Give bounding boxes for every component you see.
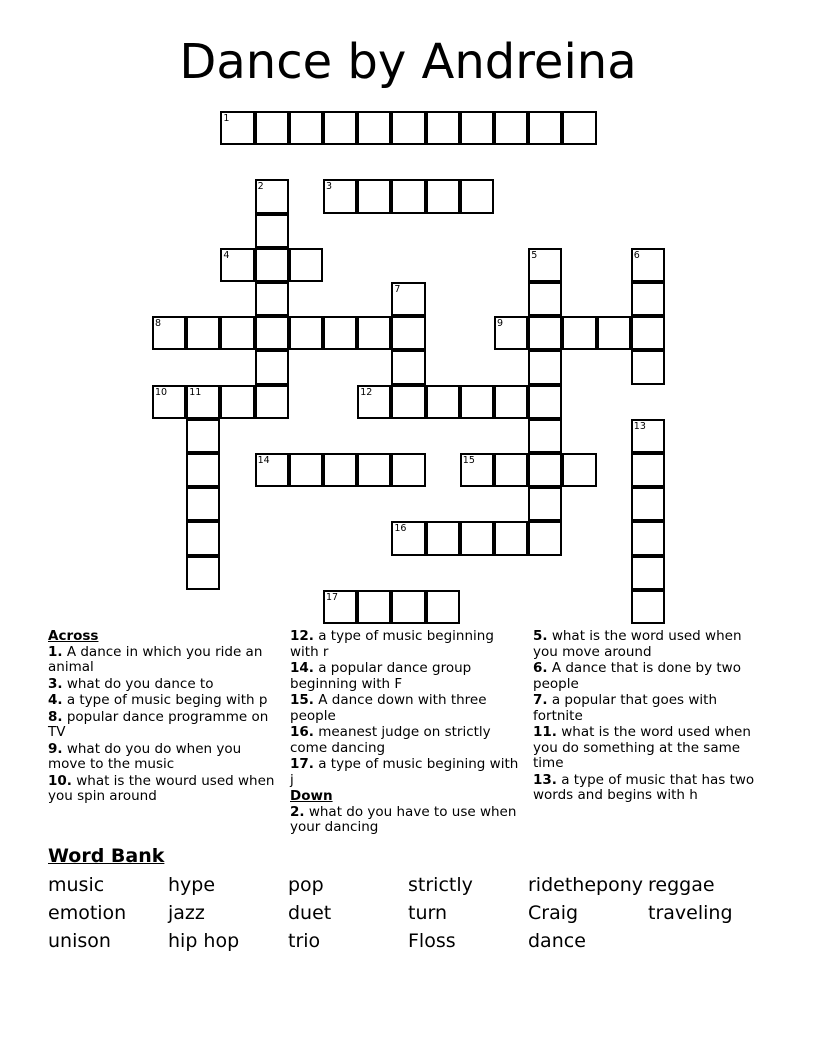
crossword-cell[interactable] [255, 179, 289, 213]
crossword-cell[interactable] [186, 487, 220, 521]
crossword-cell[interactable] [631, 453, 665, 487]
crossword-cell[interactable] [391, 316, 425, 350]
clue-number: 16 [394, 523, 407, 535]
clues-column-1 [48, 629, 278, 806]
clue: 2. what do you have to use when your dancing [290, 803, 517, 835]
word-bank-item: unison [48, 930, 111, 952]
crossword-cell[interactable] [528, 521, 562, 555]
clue: 6. A dance that is done by two people [533, 660, 741, 692]
clue: 9. what do you do when you move to the music [48, 740, 242, 772]
crossword-cell[interactable] [220, 316, 254, 350]
crossword-cell[interactable] [528, 419, 562, 453]
crossword-cell[interactable] [631, 590, 665, 624]
clue: 13. a type of music that has two words and begins with h [533, 771, 755, 803]
crossword-cell[interactable] [152, 385, 186, 419]
crossword-cell[interactable] [391, 590, 425, 624]
across-heading: Across [48, 628, 99, 644]
crossword-cell[interactable] [528, 111, 562, 145]
clue-number: 7 [394, 284, 401, 295]
crossword-cell[interactable] [357, 111, 391, 145]
clue-number: 14 [257, 455, 270, 466]
down-heading: Down [290, 788, 333, 804]
crossword-cell[interactable] [323, 590, 357, 624]
word-bank-item: strictly [408, 874, 473, 896]
word-bank-item: turn [408, 902, 448, 924]
crossword-cell[interactable] [289, 316, 323, 350]
clue-number: 1 [223, 113, 230, 124]
word-bank-item: trio [288, 930, 321, 952]
crossword-cell[interactable] [186, 419, 220, 453]
crossword-cell[interactable] [562, 316, 596, 350]
crossword-cell[interactable] [631, 487, 665, 521]
crossword-cell[interactable] [426, 111, 460, 145]
clue-number: 5 [531, 249, 538, 261]
crossword-cell[interactable] [220, 385, 254, 419]
crossword-cell[interactable] [323, 316, 357, 350]
crossword-cell[interactable] [631, 316, 665, 350]
crossword-cell[interactable] [289, 111, 323, 145]
crossword-cell[interactable] [357, 453, 391, 487]
crossword-cell[interactable] [460, 179, 494, 213]
word-bank-item: Craig [528, 902, 579, 924]
word-bank-item: reggae [648, 874, 715, 896]
page-title: Dance by Andreina [179, 34, 637, 90]
clue: 5. what is the word used when you move around [533, 628, 742, 660]
crossword-cell[interactable] [186, 385, 220, 419]
clue: 12. a type of music beginning with r [290, 628, 494, 660]
crossword-cell[interactable] [460, 385, 494, 419]
clue-number: 8 [155, 318, 162, 330]
word-bank-item: emotion [48, 902, 127, 924]
clue: 1. A dance in which you ride an animal [48, 643, 263, 675]
crossword-cell[interactable] [323, 453, 357, 487]
clue: 8. popular dance programme on TV [48, 708, 269, 740]
word-bank-item: hip hop [168, 930, 240, 952]
crossword-cell[interactable] [426, 590, 460, 624]
clue: 4. a type of music beging with p [48, 692, 268, 708]
crossword-cell[interactable] [391, 111, 425, 145]
crossword-cell[interactable] [391, 453, 425, 487]
crossword-cell[interactable] [426, 179, 460, 213]
crossword-cell[interactable] [391, 350, 425, 384]
crossword-cell[interactable] [494, 521, 528, 555]
crossword-cell[interactable] [426, 521, 460, 555]
word-bank-item: duet [288, 902, 332, 924]
crossword-cell[interactable] [528, 350, 562, 384]
crossword-cell[interactable] [391, 179, 425, 213]
word-bank-item: dance [528, 930, 586, 952]
clue-number: 11 [189, 386, 202, 398]
clues-column-2 [290, 629, 522, 837]
clues-column-3 [533, 629, 758, 805]
crossword-cell[interactable] [357, 316, 391, 350]
crossword-cell[interactable] [494, 385, 528, 419]
word-bank-item: music [48, 874, 105, 896]
clue-number: 13 [633, 420, 646, 432]
crossword-cell[interactable] [426, 385, 460, 419]
word-bank-item: hype [168, 874, 216, 896]
crossword-cell[interactable] [186, 453, 220, 487]
crossword-cell[interactable] [631, 419, 665, 453]
crossword-cell[interactable] [494, 453, 528, 487]
word-bank-item: ridethepony [528, 874, 643, 896]
crossword-cell[interactable] [528, 385, 562, 419]
crossword-cell[interactable] [255, 282, 289, 316]
clue-number: 12 [360, 386, 373, 398]
clue: 17. a type of music begining with j [290, 756, 519, 788]
clue-number: 3 [326, 181, 333, 193]
crossword-cell[interactable] [631, 350, 665, 384]
crossword-cell[interactable] [255, 385, 289, 419]
clue: 16. meanest judge on strictly come dancing [290, 724, 491, 756]
crossword-cell[interactable] [357, 385, 391, 419]
clue-number: 6 [633, 249, 640, 261]
crossword-cell[interactable] [631, 556, 665, 590]
word-bank-title: Word Bank [48, 845, 165, 867]
crossword-cell[interactable] [255, 316, 289, 350]
crossword-cell[interactable] [323, 179, 357, 213]
clue: 15. A dance down with three people [290, 692, 487, 724]
crossword-cell[interactable] [357, 179, 391, 213]
crossword-cell[interactable] [220, 111, 254, 145]
clue-number: 2 [257, 181, 264, 193]
crossword-cell[interactable] [255, 350, 289, 384]
crossword-cell[interactable] [391, 521, 425, 555]
crossword-cell[interactable] [494, 316, 528, 350]
word-bank-item: Floss [408, 930, 456, 952]
crossword-cell[interactable] [460, 453, 494, 487]
word-bank-item: traveling [648, 902, 733, 924]
crossword-cell[interactable] [391, 282, 425, 316]
word-bank-item: pop [288, 874, 324, 896]
crossword-cell[interactable] [255, 111, 289, 145]
clue-number: 9 [497, 318, 504, 330]
crossword-cell[interactable] [528, 453, 562, 487]
crossword-cell[interactable] [220, 248, 254, 282]
crossword-cell[interactable] [528, 248, 562, 282]
crossword-cell[interactable] [255, 214, 289, 248]
crossword-cell[interactable] [289, 248, 323, 282]
crossword-cell[interactable] [631, 521, 665, 555]
crossword-cell[interactable] [186, 521, 220, 555]
crossword-cell[interactable] [323, 111, 357, 145]
clue: 7. a popular that goes with fortnite [533, 692, 718, 724]
clue: 11. what is the word used when you do something at the same time [533, 724, 751, 771]
crossword-cell[interactable] [631, 248, 665, 282]
clue-number: 15 [462, 455, 475, 466]
crossword-cell[interactable] [562, 453, 596, 487]
crossword-cell[interactable] [255, 248, 289, 282]
crossword-cell[interactable] [460, 521, 494, 555]
crossword-cell[interactable] [631, 282, 665, 316]
clue-number: 10 [155, 386, 168, 398]
crossword-cell[interactable] [597, 316, 631, 350]
crossword-cell[interactable] [391, 385, 425, 419]
clue: 10. what is the wourd used when you spin around [48, 772, 275, 804]
crossword-cell[interactable] [528, 487, 562, 521]
crossword-cell[interactable] [186, 556, 220, 590]
clue: 3. what do you dance to [48, 675, 214, 692]
crossword-cell[interactable] [289, 453, 323, 487]
crossword-cell[interactable] [494, 111, 528, 145]
crossword-cell[interactable] [528, 282, 562, 316]
crossword-cell[interactable] [152, 316, 186, 350]
crossword-cell[interactable] [460, 111, 494, 145]
crossword-cell[interactable] [357, 590, 391, 624]
crossword-cell[interactable] [528, 316, 562, 350]
clue: 14. a popular dance group beginning with F [290, 660, 472, 692]
crossword-cell[interactable] [562, 111, 596, 145]
word-bank-item: jazz [168, 902, 205, 924]
clue-number: 17 [326, 591, 339, 603]
crossword-cell[interactable] [186, 316, 220, 350]
crossword-cell[interactable] [255, 453, 289, 487]
clue-number: 4 [223, 249, 230, 261]
